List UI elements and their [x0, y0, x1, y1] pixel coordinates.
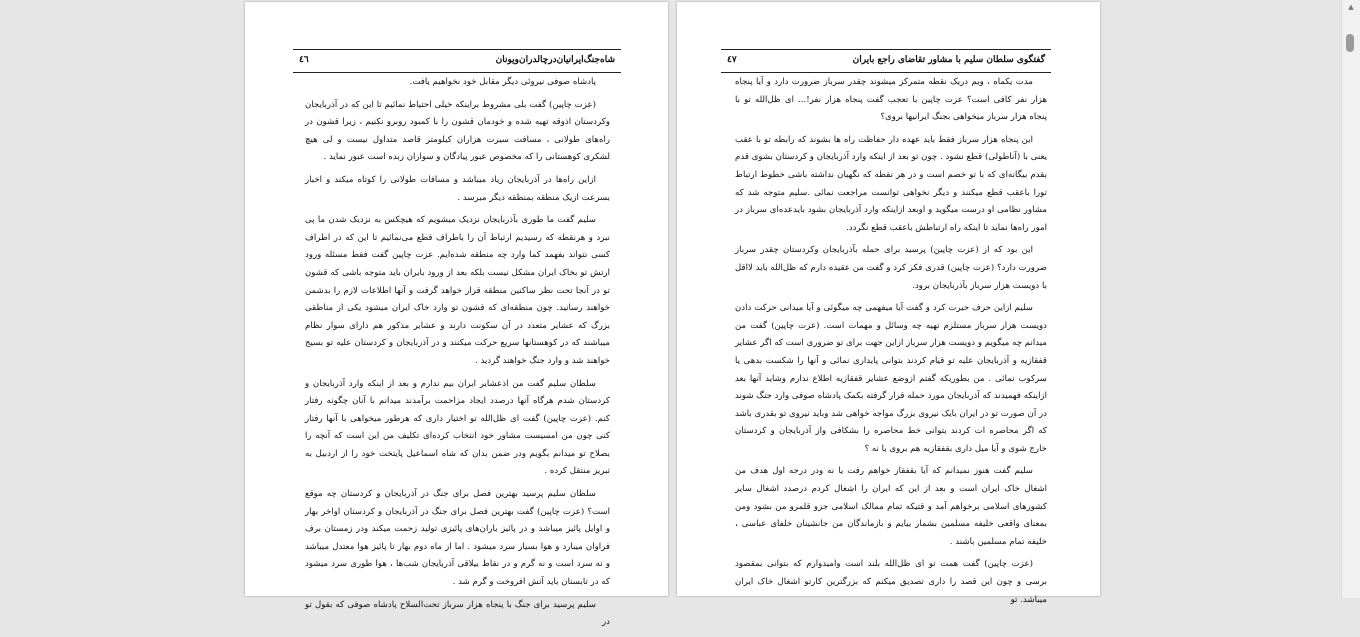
- scroll-up-arrow-icon[interactable]: ▲: [1348, 3, 1354, 11]
- page-header: [293, 49, 621, 73]
- document-page-47: [677, 2, 1100, 605]
- paragraph: پادشاه صوفی نیروئی دیگر مقابل خود نخواهیم یافت.: [409, 77, 596, 87]
- paragraph: سلطان سلیم گفت من اذعشایر ایران بیم ندارم و بعد از اینکه وارد آذربایجان و کردستان شدم هرگاه آنها درصدد ایجاد مزاحمت برآمدند میدانم با آنان چگونه رفتار کنم. (عزت چاپین) گفت ای ظل‌الله تو اختیار داری که هرطور میخواهی با آنها رفتار کنی چون من امسیست مشاور خود انتخاب کرده‌ای تکلیف من این است که آنچه را بصلاح تو میدانم بگویم ودر ضمن بدان که شاه اسماعیل پایتخت خود را از اردبیل به تبریز منتقل کرده .: [305, 378, 610, 477]
- page-number: ٤٦: [299, 55, 309, 65]
- running-title: شاه‌جنگ‌ایرانیان‌درچالدران‌ویونان: [495, 55, 615, 65]
- document-page-46: [245, 2, 668, 628]
- paragraph: این پنجاه هزار سرباز فقط باید عهده دار حفاظت راه ها بشوند که رابطه تو با عقب یعنی با (آناطولی) قطع نشود . چون تو بعد از اینکه وارد آذربایجان و کردستان بشوی قدم بقدم بیگانه‌ای که با تو خصم است و در هر نقطه که نگهبان نداشته باشی خطوط ارتباط تورا باعقب قطع میکنند و دیگر نخواهی توانست مراجعت نمائی .سلیم متوجه شد که مشاور نظامی او درست میگوید و اوبعد ازاینکه وارد آذربایجان بشود بایدعده‌ای سرباز در امور راه‌ها نماید تا اینکه راه ارتباطش باعقب قطع نگردد.: [735, 134, 1047, 233]
- vertical-scrollbar[interactable]: [1341, 0, 1360, 598]
- paragraph: سلیم گفت ما طوری بآذربایجان نزدیک میشویم که هیچکس به نزدیک شدن ما پی نبرد و هرنقطه که رسیدیم ارتباط آن را باطراف قطع می‌نمائیم تا این که در اطراف کسی نتواند بفهمد کما وارد چه منطقه شده‌ایم. عزت چاپین گفت فقط مسئله ورود ارتش تو بخاک ایران مشکل نیست بلکه بعد از ورود بایران باید متوجه باشی که قشون تو در آنجا تحت نظر ساکنین منطقه قرار خواهد گرفت و آنها اطلاعات لازم را بدشمن خواهند رسانید. چون منطقه‌ای که قشون تو وارد خاک ایران میشود یکی از مناطقی بزرگ که عشایر متعدد در آن سکونت دارند و عشایر مذکور هم دارای سوار نظام میباشند که در کوهستانها سریع حرکت میکنند و در آذربایجان و کردستان علیه تو بسیج خواهند شد و وارد جنگ خواهند گردید .: [305, 215, 610, 366]
- paragraph: این بود که از (عزت چاپین) پرسید برای حمله بآذربایجان وکردستان چقدر سرباز ضرورت دارد؟ (عزت چاپین) قدری فکر کرد و گفت من عقیده دارم که ظل‌الله باید لااقل با دویست هزار سرباز بآذربایجان برود.: [735, 245, 1047, 291]
- paragraph: سلیم پرسید برای جنگ با پنجاه هزار سرباز تحت‌السلاح پادشاه صوفی که بقول تو در: [305, 599, 610, 628]
- paragraph: ازاین راه‌ها در آذربایجان زیاد میباشد و مسافات طولانی را کوتاه میکند و اخبار بسرعت ازیک منطقه بمنطقه دیگر میرسد .: [305, 174, 610, 203]
- running-title: گفتگوی سلطان سلیم با مشاور تقاضای راجع بایران: [852, 55, 1045, 65]
- page-body-text: [735, 74, 1047, 614]
- paragraph: سلطان سلیم پرسید بهترین فصل برای جنگ در آذربایجان و کردستان چه موقع است؟ (عزت چاپین) گفت بهترین فصل برای جنگ در آذربایجان و کردستان اواخر بهار و اوایل پائیز میباشد و در پائیز باران‌های پائیزی تولید زحمت میکند ودر زمستان برف فراوان میبارد و هوا بسیار سرد میشود . اما از ماه دوم بهار تا پائیز هوا معتدل میباشد و نه سرد است و نه گرم و در نقاط ییلاقی آذربایجان شب‌ها ، هوا طوری سرد میشود که در تابستان باید آتش افروخت و گرم شد .: [305, 489, 610, 588]
- paragraph: مدت یکماه ، ویم دریک نقطه متمرکز میشوند چقدر سرباز ضرورت دارد و آیا پنجاه هزار نفر کافی است؟ عزت چاپین با تعجب گفت پنجاه هزار نفر!... ای ظل‌الله تو با پنجاه هزار سرباز میخواهی بجنگ ایرانیها بروی؟: [735, 77, 1047, 123]
- scrollbar-thumb[interactable]: [1346, 34, 1354, 52]
- paragraph: سلیم گفت هنوز نمیدانم که آیا بقفقاز خواهم رفت یا نه ودر درجه اول هدف من اشغال خاک ایران است و بعد از این که ایران را اشغال کردم درصدد اشغال سایر کشورهای اسلامی برخواهم آمد و قتیکه تمام ممالک اسلامی جزو قلمرو من بشود ومن بمعنای واقعی خلیفه مسلمین بشمار بیایم و بازماندگان من جانشینان خلفای عباسی ، خلیفه تمام مسلمین باشند .: [735, 466, 1047, 547]
- paragraph: سلیم ازاین حرف حیرت کرد و گفت آیا میفهمی چه میگوئی و آیا میدانی حرکت دادن دویست هزار سرباز مستلزم تهیه چه وسائل و مهمات است. (عزت چاپین) گفت من میدانم چه میگویم و دویست هزار سرباز ازاین جهت برای تو ضروری است که اگر عشایر قفقازیه و آذربایجان علیه تو قیام کردند بتوانی پایداری نمائی و آنها را شکست بدهی یا سرکوب نمائی . من بطوریکه گفتم ازوضع عشایر قفقازیه اطلاع ندارم وشاید آنها بعد ازاینکه فهمیدند که آذربایجان مورد حمله قرار گرفته بکمک پادشاه صوفی وارد جنگ شوند در آن صورت تو در ایران بایک نیروی بزرگ مواجه خواهی شد وباید نیروی تو بقدری باشد که اگر محاصره ات کردند بتوانی خط محاصره را بشکافی واز آذربایجان و کردستان خارج شوی و آیا میل داری بقفقازیه هم بروی یا نه ؟: [735, 303, 1047, 454]
- page-number: ٤٧: [727, 55, 737, 65]
- page-header: [721, 49, 1051, 73]
- paragraph: (عزت چاپین) گفت همت تو ای ظل‌الله بلند است وامیدوارم که بتوانی بمقصود برسی و چون این قصد را داری تصدیق میکنم که بزرگترین کارتو اشغال خاک ایران میباشد. تو: [735, 559, 1047, 605]
- paragraph: (عزت چاپین) گفت بلی مشروط براینکه خیلی احتیاط نمائیم تا این که در آذربایجان وکردستان اذوقه‌ تهیه شده و خودمان قشون را با کمبود روبرو نکنیم ، زیرا قشون در راه‌های طولانی ، مسافت سیرت هزاران کیلومتر قاصد متداول نیست و لی هیچ لشکری کوهستانی را که مخصوص عبور پیادگان و سواران زبده است عبور نماید .: [305, 99, 610, 163]
- page-body-text: [305, 74, 610, 637]
